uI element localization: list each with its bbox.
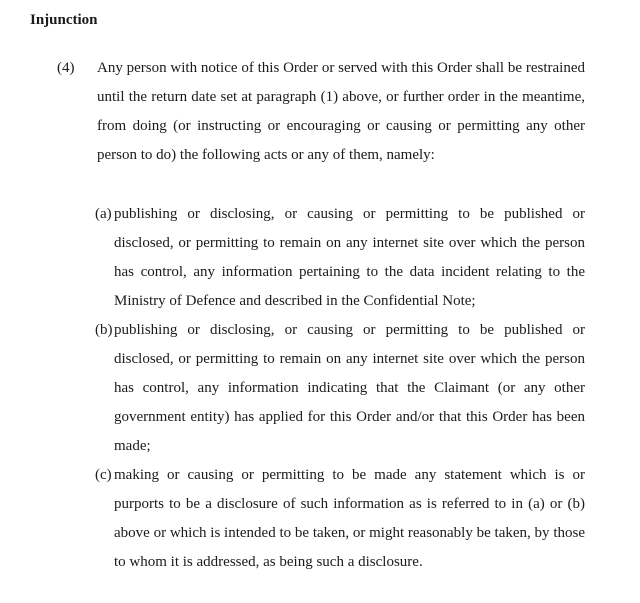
paragraph-4	[57, 54, 640, 170]
subparagraph-a-marker: (a)	[95, 206, 112, 222]
subparagraph-b-text: publishing or disclosing, or causing or permitting to be published or disclosed, or permitting to remain on any internet site over which the person has control, any information indicating that the Claimant (or any other government entity) has applied for this Order and/or that this Order has been made;	[114, 322, 585, 454]
paragraph-4-text: Any person with notice of this Order or served with this Order shall be restrained until the return date set at paragraph (1) above, or further order in the meantime, from doing (or instructing or encouraging or causing or permitting any other person to do) the following acts or any of them, namely:	[97, 60, 585, 163]
section-heading: Injunction	[30, 12, 98, 28]
subparagraph-b	[95, 316, 640, 461]
paragraph-4-number: (4)	[57, 60, 75, 76]
subparagraph-c-marker: (c)	[95, 467, 112, 483]
subparagraph-list	[95, 200, 640, 577]
subparagraph-a-text: publishing or disclosing, or causing or permitting to be published or disclosed, or permitting to remain on any internet site over which the person has control, any information pertaining to the data incident relating to the Ministry of Defence and described in the Confidential Note;	[114, 206, 585, 309]
subparagraph-a	[95, 200, 640, 316]
subparagraph-c-text: making or causing or permitting to be made any statement which is or purports to be a disclosure of such information as is referred to in (a) or (b) above or which is intended to be taken, or might reasonably be taken, by those to whom it is addressed, as being such a disclosure.	[114, 467, 585, 570]
subparagraph-c	[95, 461, 640, 577]
subparagraph-b-marker: (b)	[95, 322, 113, 338]
